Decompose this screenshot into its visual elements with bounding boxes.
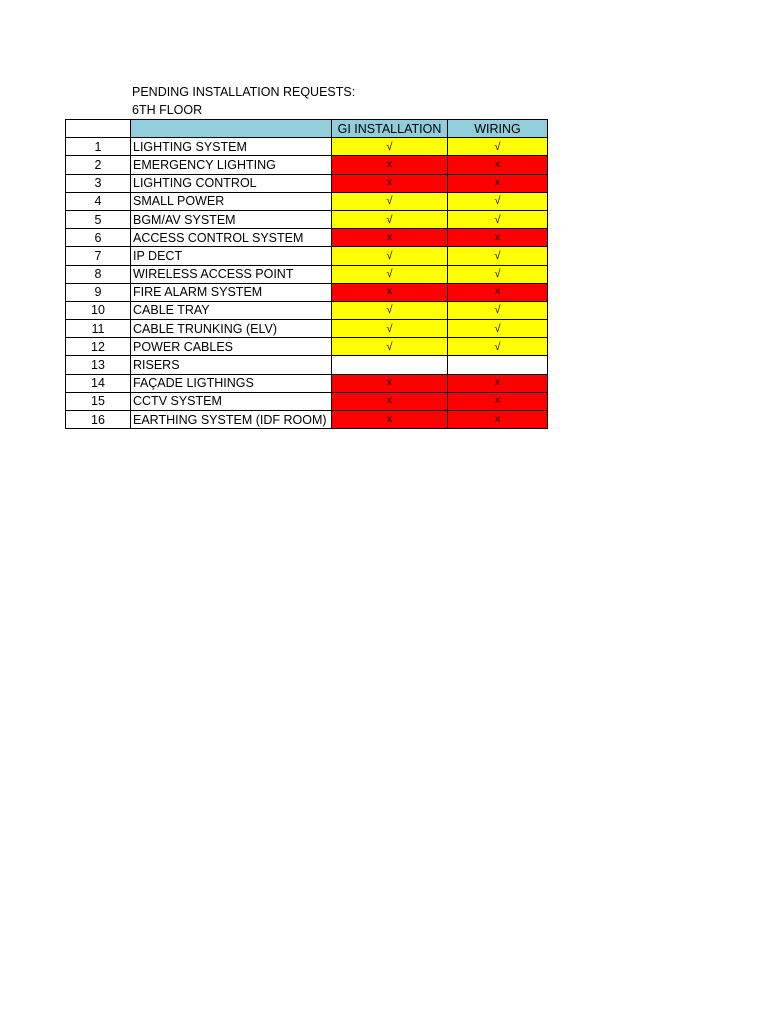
table-row <box>66 156 548 174</box>
gi-installation-status-cell: x <box>332 374 448 392</box>
gi-installation-status-cell: √ <box>332 210 448 228</box>
wiring-status-cell: x <box>448 411 548 429</box>
table-header-row <box>66 120 548 138</box>
installation-table <box>65 119 548 429</box>
table-row <box>66 411 548 429</box>
wiring-status-cell: x <box>448 392 548 410</box>
table-row <box>66 374 548 392</box>
gi-installation-status-cell: x <box>332 283 448 301</box>
floor-label: 6TH FLOOR <box>132 103 203 117</box>
table-row <box>66 138 548 156</box>
row-number-cell: 16 <box>66 411 131 429</box>
wiring-status-cell: √ <box>448 247 548 265</box>
wiring-status-cell <box>448 356 548 374</box>
header-wiring: WIRING <box>448 120 548 138</box>
table-row <box>66 265 548 283</box>
gi-installation-status-cell: x <box>332 229 448 247</box>
wiring-status-cell: √ <box>448 265 548 283</box>
table-row <box>66 301 548 319</box>
row-number-cell: 5 <box>66 210 131 228</box>
table-row <box>66 229 548 247</box>
row-number-cell: 10 <box>66 301 131 319</box>
wiring-status-cell: √ <box>448 320 548 338</box>
wiring-status-cell: √ <box>448 301 548 319</box>
gi-installation-status-cell: x <box>332 174 448 192</box>
gi-installation-status-cell: x <box>332 392 448 410</box>
row-number-cell: 3 <box>66 174 131 192</box>
wiring-status-cell: √ <box>448 138 548 156</box>
item-name-cell: SMALL POWER <box>131 192 332 210</box>
item-name-cell: EARTHING SYSTEM (IDF ROOM) <box>131 411 332 429</box>
gi-installation-status-cell <box>332 356 448 374</box>
row-number-cell: 7 <box>66 247 131 265</box>
wiring-status-cell: x <box>448 283 548 301</box>
item-name-cell: IP DECT <box>131 247 332 265</box>
table-row <box>66 174 548 192</box>
row-number-cell: 4 <box>66 192 131 210</box>
row-number-cell: 9 <box>66 283 131 301</box>
document-title: PENDING INSTALLATION REQUESTS: <box>132 85 356 99</box>
wiring-status-cell: √ <box>448 210 548 228</box>
item-name-cell: POWER CABLES <box>131 338 332 356</box>
wiring-status-cell: x <box>448 374 548 392</box>
table-row <box>66 192 548 210</box>
item-name-cell: CCTV SYSTEM <box>131 392 332 410</box>
item-name-cell: LIGHTING CONTROL <box>131 174 332 192</box>
item-name-cell: FAÇADE LIGTHINGS <box>131 374 332 392</box>
wiring-status-cell: √ <box>448 338 548 356</box>
header-gi-installation: GI INSTALLATION <box>332 120 448 138</box>
item-name-cell: CABLE TRAY <box>131 301 332 319</box>
item-name-cell: RISERS <box>131 356 332 374</box>
table-row <box>66 247 548 265</box>
row-number-cell: 13 <box>66 356 131 374</box>
item-name-cell: BGM/AV SYSTEM <box>131 210 332 228</box>
gi-installation-status-cell: √ <box>332 320 448 338</box>
gi-installation-status-cell: √ <box>332 247 448 265</box>
header-item-cell <box>131 120 332 138</box>
wiring-status-cell: x <box>448 156 548 174</box>
row-number-cell: 2 <box>66 156 131 174</box>
row-number-cell: 1 <box>66 138 131 156</box>
item-name-cell: EMERGENCY LIGHTING <box>131 156 332 174</box>
table-row <box>66 392 548 410</box>
gi-installation-status-cell: √ <box>332 138 448 156</box>
gi-installation-status-cell: √ <box>332 301 448 319</box>
table-row <box>66 210 548 228</box>
table-row <box>66 283 548 301</box>
wiring-status-cell: √ <box>448 192 548 210</box>
item-name-cell: CABLE TRUNKING (ELV) <box>131 320 332 338</box>
item-name-cell: ACCESS CONTROL SYSTEM <box>131 229 332 247</box>
item-name-cell: WIRELESS ACCESS POINT <box>131 265 332 283</box>
wiring-status-cell: x <box>448 229 548 247</box>
gi-installation-status-cell: x <box>332 156 448 174</box>
row-number-cell: 11 <box>66 320 131 338</box>
row-number-cell: 14 <box>66 374 131 392</box>
wiring-status-cell: x <box>448 174 548 192</box>
table-row <box>66 320 548 338</box>
item-name-cell: FIRE ALARM SYSTEM <box>131 283 332 301</box>
header-num-cell <box>66 120 131 138</box>
gi-installation-status-cell: √ <box>332 265 448 283</box>
gi-installation-status-cell: √ <box>332 192 448 210</box>
row-number-cell: 8 <box>66 265 131 283</box>
gi-installation-status-cell: x <box>332 411 448 429</box>
gi-installation-status-cell: √ <box>332 338 448 356</box>
table-row <box>66 338 548 356</box>
item-name-cell: LIGHTING SYSTEM <box>131 138 332 156</box>
row-number-cell: 6 <box>66 229 131 247</box>
row-number-cell: 15 <box>66 392 131 410</box>
table-row <box>66 356 548 374</box>
row-number-cell: 12 <box>66 338 131 356</box>
